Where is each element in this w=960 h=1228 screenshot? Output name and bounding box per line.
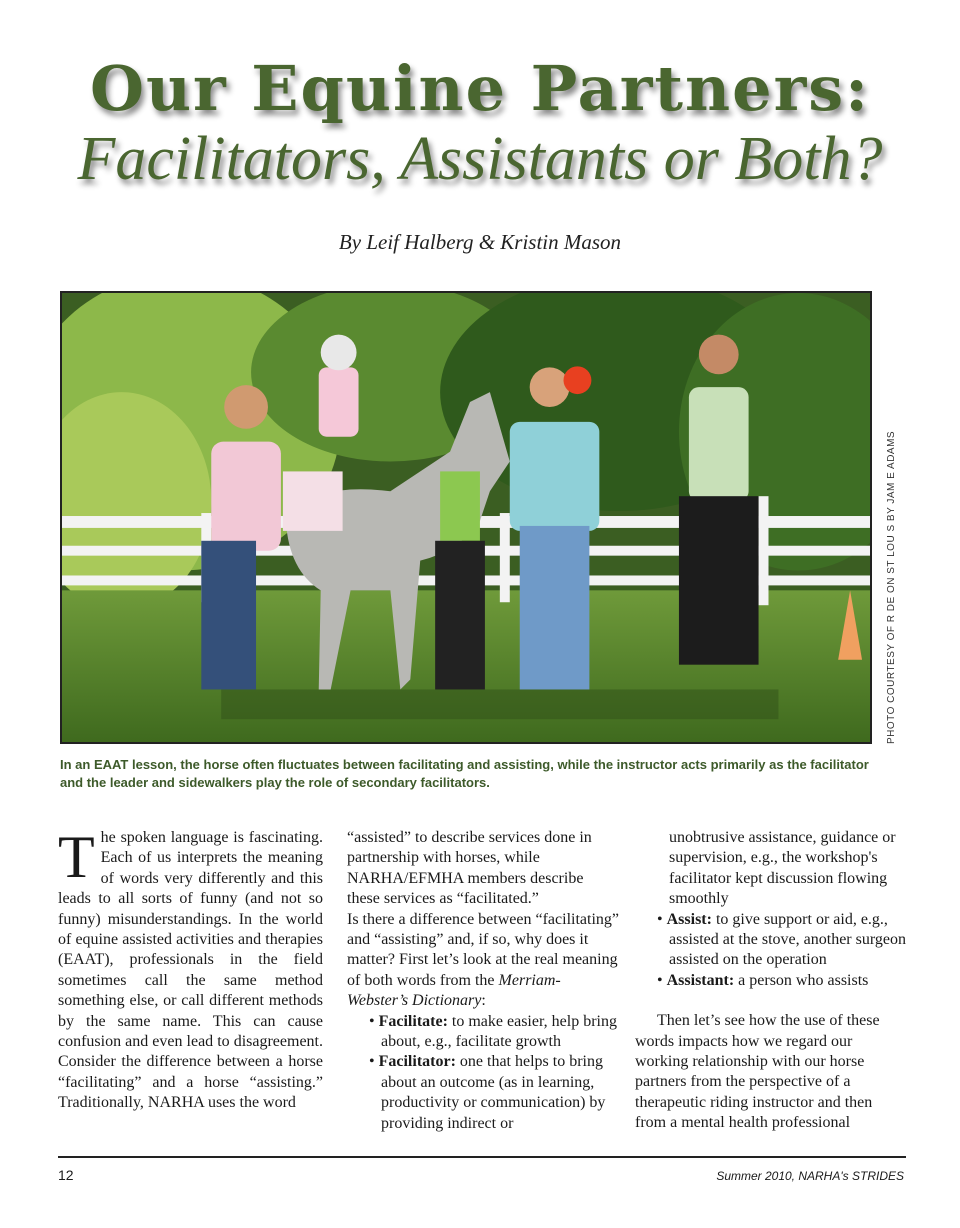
- definition-item: • Assistant: a person who assists: [657, 971, 869, 989]
- article-text: he spoken language is fascinating. Each of us interprets the meaning of words very differently and this leads to all sorts of funny (and not so funny) misunderstandings. In the world of equine assisted activities and therapies (EAAT), professionals in the field sometimes call the same method something else, or call different methods by the same name. This can cause confusion and even lead to disagreement. Consider the difference between a horse “facilitating” and a horse “assisting.” Traditionally, NARHA uses the word: [58, 829, 323, 1112]
- definition-text: to make easier, help bring about, e.g., facilitate growth: [381, 1012, 617, 1051]
- article-paragraph: [58, 824, 323, 1114]
- headline: Our Equine Partners:: [89, 52, 871, 125]
- feature-photo: [60, 291, 872, 744]
- definition-term: Facilitator:: [378, 1053, 456, 1071]
- drop-cap: T: [58, 824, 95, 890]
- article-column-3: [635, 828, 907, 1134]
- dictionary-title: Merriam-Webster’s Dictionary: [347, 971, 561, 1010]
- photo-illustration: [62, 293, 870, 742]
- definition-item: • Facilitate: to make easier, help bring about, e.g., facilitate growth: [369, 1012, 617, 1051]
- photo-caption: In an EAAT lesson, the horse often fluctuates between facilitating and assisting, while the instructor acts primarily as the facilitator and the leader and sidewalkers play the role of secondary facilitators.: [60, 757, 869, 790]
- footer-rule: [58, 1156, 906, 1158]
- article-text: Is there a difference between “facilitating” and “assisting” and, if so, why does it matter? First let’s look at the real meaning of both words from the: [347, 910, 619, 989]
- definition-term: Facilitate:: [378, 1012, 448, 1030]
- definition-item: • Facilitator: one that helps to bring about an outcome (as in learning, productivity or communication) by providing indirect or: [369, 1053, 606, 1132]
- issue-footer: Summer 2010, NARHA's STRIDES: [716, 1169, 904, 1183]
- definition-continuation: unobtrusive assistance, guidance or supervision, e.g., the workshop's facilitator kept discussion flowing smoothly: [669, 829, 896, 908]
- definition-text: one that helps to bring about an outcome (as in learning, productivity or communication) by providing indirect or: [381, 1053, 606, 1132]
- photo-credit: PHOTO COURTESY OF R DE ON ST LOU S BY JAM E ADAMS: [886, 430, 897, 744]
- definition-text: a person who assists: [738, 971, 869, 989]
- definition-term: Assistant:: [666, 971, 735, 989]
- subheadline: Facilitators, Assistants or Both?: [77, 125, 883, 193]
- article-paragraph: [347, 910, 619, 1012]
- article-paragraph: “assisted” to describe services done in partnership with horses, while NARHA/EFMHA members describe these services as “facilitated.”: [347, 829, 592, 908]
- byline: By Leif Halberg & Kristin Mason: [338, 230, 622, 254]
- page-number: 12: [58, 1167, 74, 1183]
- definition-item: • Assist: to give support or aid, e.g., assisted at the stove, another surgeon assisted on the operation: [657, 910, 906, 969]
- article-column-1: [58, 824, 323, 1114]
- definition-text: to give support or aid, e.g., assisted at the stove, another surgeon assisted on the operation: [669, 910, 906, 969]
- article-text: :: [481, 992, 486, 1010]
- definition-term: Assist:: [666, 910, 712, 928]
- article-column-2: [347, 828, 619, 1134]
- article-paragraph: Then let’s see how the use of these words impacts how we regard our working relationship with our horse partners from the perspective of a therapeutic riding instructor and then from a mental health professional: [635, 1012, 880, 1132]
